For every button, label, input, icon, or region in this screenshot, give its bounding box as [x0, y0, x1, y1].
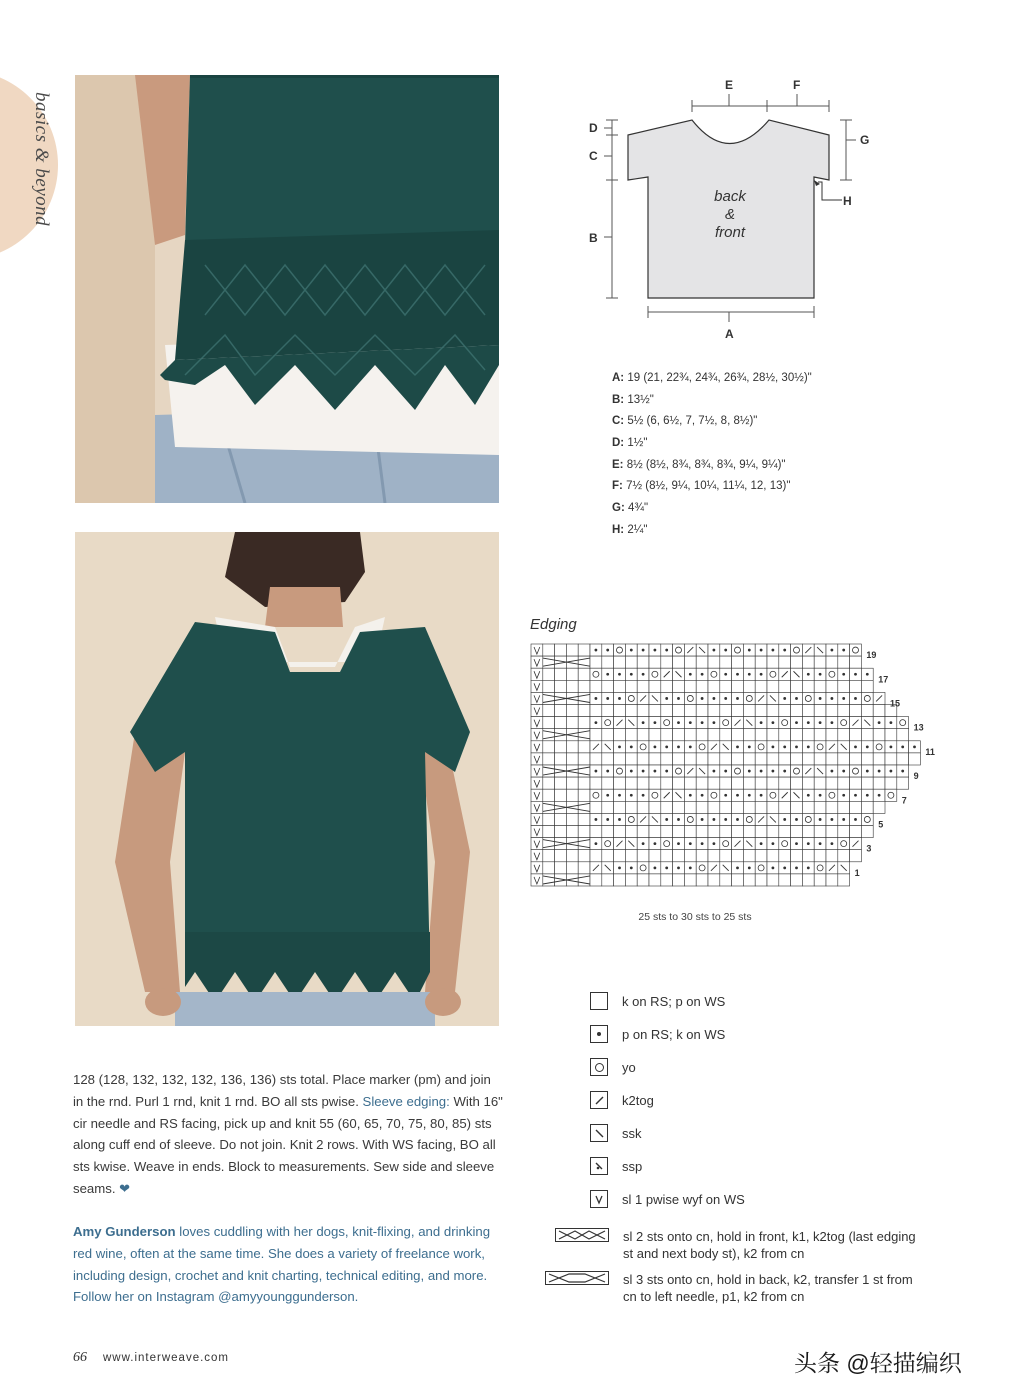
- measurement-b: B: 13½": [612, 393, 654, 406]
- label-a: A: [725, 327, 734, 341]
- legend-item-cable-back: sl 3 sts onto cn, hold in back, k2, transfer 1 st from cn to left needle, p1, k2 from cn: [545, 1271, 940, 1305]
- piece-label-front: front: [714, 224, 746, 241]
- photo-back-view: [75, 532, 499, 1026]
- ssp-mark-icon: [590, 1157, 608, 1175]
- yo-circle-icon: [590, 1058, 608, 1076]
- measurement-list: [612, 368, 812, 542]
- edging-chart: [528, 642, 948, 904]
- legend-item-purl: p on RS; k on WS: [590, 1025, 940, 1043]
- slip-v-icon: [590, 1190, 608, 1208]
- label-b: B: [589, 231, 598, 245]
- designer-bio: Amy Gunderson loves cuddling with her dogs, knit-flixing, and drinking red wine, often at the same time. She does a variety of freelance work, including design, crochet and knit charting, technical editing, and more. Follow her on Instagram @amyyounggunderson.: [73, 1224, 491, 1305]
- chart-row-number: 11: [925, 746, 935, 757]
- piece-label-back: back: [714, 188, 746, 205]
- measurement-d: D: 1½": [612, 437, 648, 450]
- label-c: C: [589, 149, 598, 163]
- ssk-backslash-icon: [590, 1124, 608, 1142]
- legend-item-ssk: ssk: [590, 1124, 940, 1142]
- chart-row-number: 19: [866, 650, 877, 661]
- chart-title: Edging: [530, 616, 577, 633]
- measurement-g: G: 4¾": [612, 502, 649, 515]
- cable-front-icon: [555, 1228, 609, 1246]
- measurement-e: E: 8½ (8½, 8¾, 8¾, 8¾, 9¼, 9¼)": [612, 458, 786, 471]
- legend-item-yo: yo: [590, 1058, 940, 1076]
- legend-item-slip: sl 1 pwise wyf on WS: [590, 1190, 940, 1208]
- garment-schematic: [584, 72, 874, 348]
- label-f: F: [793, 78, 801, 92]
- purl-dot-icon: [590, 1025, 608, 1043]
- legend: [540, 992, 940, 1312]
- chart-row-number: 13: [913, 722, 924, 733]
- legend-item-k2tog: k2tog: [590, 1091, 940, 1109]
- chart-row-number: 5: [878, 819, 884, 830]
- measurement-h: H: 2¼": [612, 523, 648, 536]
- measurement-c: C: 5½ (6, 6½, 7, 7½, 8, 8½)": [612, 415, 758, 428]
- measurement-a: A: 19 (21, 22¾, 24¾, 26¾, 28½, 30½)": [612, 372, 812, 384]
- chart-row-number: 17: [878, 674, 889, 685]
- designer-name: Amy Gunderson: [73, 1224, 176, 1239]
- label-d: D: [589, 121, 598, 135]
- legend-item-ssp: ssp: [590, 1157, 940, 1175]
- chart-row-number: 9: [913, 771, 919, 782]
- heart-icon: ❤: [119, 1180, 131, 1196]
- legend-item-cable-front: sl 2 sts onto cn, hold in front, k1, k2tog (last edging st and next body st), k2 from cn: [555, 1228, 940, 1262]
- label-h: H: [843, 194, 852, 208]
- sleeve-edging-heading: Sleeve edging:: [362, 1093, 450, 1109]
- chart-caption: 25 sts to 30 sts to 25 sts: [638, 911, 752, 923]
- pattern-instructions: 128 (128, 132, 132, 132, 136, 136) sts total. Place marker (pm) and join in the rnd. Purl 1 rnd, knit 1 rnd. BO all sts pwise. Sleeve edging: With 16" cir needle and RS facing, pick up and knit 55 (60, 65, 70, 75, 80, 85) sts along cuff end of sleeve. Do not join. Knit 2 rows. With WS facing, BO all sts kwise. Weave in ends. Block to measurements. Sew side and sleeve seams. ❤: [73, 1072, 503, 1196]
- piece-label-amp: &: [724, 206, 736, 223]
- chart-row-number: 3: [866, 843, 872, 854]
- label-g: G: [860, 133, 870, 147]
- chart-row-number: 1: [854, 867, 860, 878]
- k2tog-slash-icon: [590, 1091, 608, 1109]
- legend-item-knit: k on RS; p on WS: [590, 992, 940, 1010]
- cable-back-icon: [545, 1271, 609, 1289]
- label-e: E: [725, 78, 734, 92]
- page-number: 66: [73, 1350, 87, 1365]
- chart-row-number: 7: [901, 795, 907, 806]
- knit-square-icon: [590, 992, 608, 1010]
- watermark: 头条 @轻描编织: [794, 1350, 962, 1376]
- section-tab-label: basics & beyond: [31, 92, 52, 227]
- photo-hem-detail: [75, 75, 499, 503]
- website-url: www.interweave.com: [103, 1352, 230, 1364]
- measurement-f: F: 7½ (8½, 9¼, 10¼, 11¼, 12, 13)": [612, 480, 791, 493]
- chart-row-number: 15: [890, 698, 901, 709]
